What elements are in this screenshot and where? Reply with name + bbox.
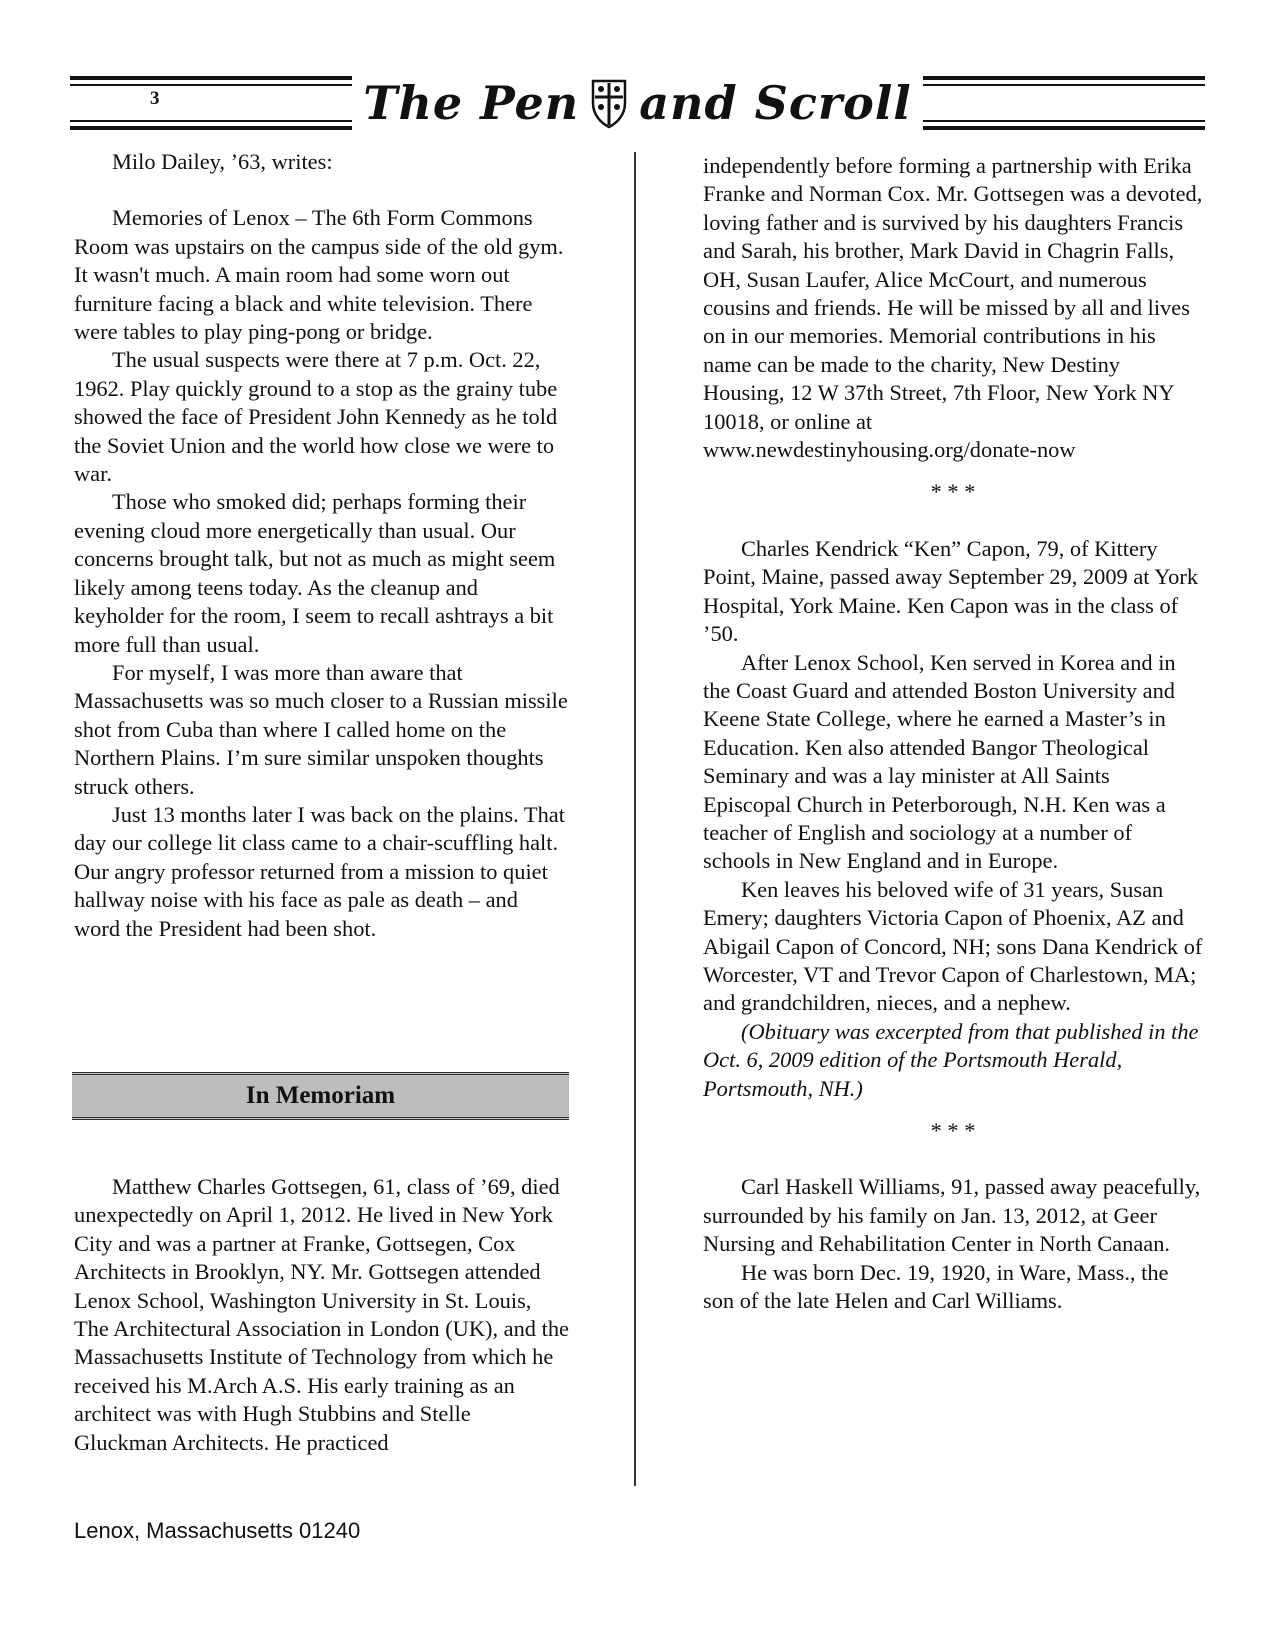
obituary-paragraph: Charles Kendrick “Ken” Capon, 79, of Kittery Point, Maine, passed away September 29, 2009 at York Hospital, York Maine. Ken Capon was in the class of ’50. bbox=[703, 535, 1199, 647]
letter-intro: Milo Dailey, ’63, writes: bbox=[112, 149, 333, 174]
left-column-obituary bbox=[74, 1173, 569, 1457]
column-divider bbox=[634, 152, 636, 1486]
article-paragraph: The usual suspects were there at 7 p.m. Oct. 22, 1962. Play quickly ground to a stop as the grainy tube showed the face of President John Kennedy as he told the Soviet Union and the world how close we were to war. bbox=[74, 347, 558, 487]
shield-crest-icon bbox=[589, 77, 629, 129]
section-separator: * * * bbox=[930, 1118, 976, 1143]
masthead bbox=[70, 72, 1205, 134]
obituary-paragraph: After Lenox School, Ken served in Korea and in the Coast Guard and attended Boston University and Keene State College, where he earned a Master’s in Education. Ken also attended Bangor Theological Seminary and was a lay minister at All Saints Episcopal Church in Peterborough, N.H. Ken was a teacher of English and sociology at a number of schools in New England and in Europe. bbox=[703, 649, 1176, 874]
obituary-paragraph: Ken leaves his beloved wife of 31 years, Susan Emery; daughters Victoria Capon of Phoenix, AZ and Abigail Capon of Concord, NH; sons Dana Kendrick of Worcester, VT and Trevor Capon of Charlestown, MA; and grandchildren, nieces, and a nephew. bbox=[703, 876, 1203, 1016]
obituary-paragraph: Matthew Charles Gottsegen, 61, class of ’69, died unexpectedly on April 1, 2012. He lived in New York City and was a partner at Franke, Gottsegen, Cox Architects in Brooklyn, NY. Mr. Gottsegen attended Lenox School, Washington University in St. Louis, The Architectural Association in London (UK), and the Massachusetts Institute of Technology from which he received his M.Arch A.S. His early training as an architect was with Hugh Stubbins and Stelle Gluckman Architects. He practiced bbox=[74, 1174, 569, 1455]
newsletter-title bbox=[352, 72, 923, 134]
left-column bbox=[74, 148, 569, 943]
title-right: and Scroll bbox=[639, 76, 912, 130]
section-heading-in-memoriam: In Memoriam bbox=[72, 1072, 569, 1120]
obituary-paragraph: independently before forming a partnership with Erika Franke and Norman Cox. Mr. Gottsegen was a devoted, loving father and is survived by his daughters Francis and Sarah, his brother, Mark David in Chagrin Falls, OH, Susan Laufer, Alice McCourt, and numerous cousins and friends. He will be missed by all and lives on in our memories. Memorial contributions in his name can be made to the charity, New Destiny Housing, 12 W 37th Street, 7th Floor, New York NY 10018, or online at www.newdestinyhousing.org/donate-now bbox=[703, 153, 1203, 463]
obituary-paragraph: Carl Haskell Williams, 91, passed away peacefully, surrounded by his family on Jan. 13, 2012, at Geer Nursing and Rehabilitation Center in North Canaan. bbox=[703, 1174, 1201, 1257]
obituary-source-note: (Obituary was excerpted from that published in the Oct. 6, 2009 edition of the Portsmouth Herald, Portsmouth, NH.) bbox=[703, 1018, 1199, 1101]
footer-address: Lenox, Massachusetts 01240 bbox=[74, 1518, 361, 1543]
masthead-rules-right bbox=[923, 76, 1205, 130]
title-left: The Pen bbox=[363, 76, 580, 130]
right-column bbox=[703, 152, 1203, 1315]
page-number: 3 bbox=[150, 88, 160, 109]
section-separator: * * * bbox=[930, 479, 976, 505]
article-paragraph: Memories of Lenox – The 6th Form Commons Room was upstairs on the campus side of the old gym. It wasn't much. A main room had some worn out furniture facing a black and white television. There were tables to play ping-pong or bridge. bbox=[74, 205, 564, 345]
article-paragraph: Just 13 months later I was back on the plains. That day our college lit class came to a chair-scuffling halt. Our angry professor returned from a mission to quiet hallway noise with his face as pale as death – and word the President had been shot. bbox=[74, 801, 565, 941]
obituary-paragraph: He was born Dec. 19, 1920, in Ware, Mass., the son of the late Helen and Carl Williams. bbox=[703, 1259, 1169, 1314]
article-paragraph: Those who smoked did; perhaps forming their evening cloud more energetically than usual. Our concerns brought talk, but not as much as might seem likely among teens today. As the cleanup and keyholder for the room, I seem to recall ashtrays a bit more full than usual. bbox=[74, 489, 556, 657]
article-paragraph: For myself, I was more than aware that Massachusetts was so much closer to a Russian missile shot from Cuba than where I called home on the Northern Plains. I’m sure similar unspoken thoughts struck others. bbox=[74, 659, 568, 799]
masthead-rules-left bbox=[70, 76, 352, 130]
